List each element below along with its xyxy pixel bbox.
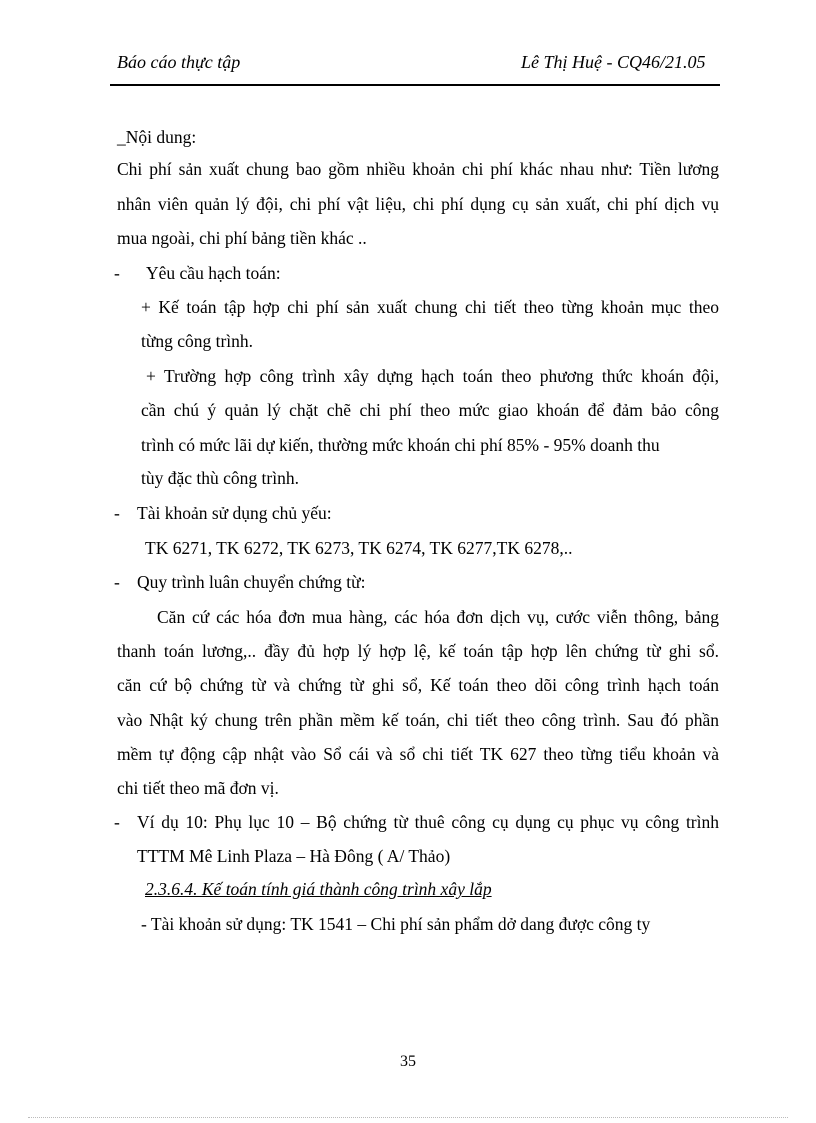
section-title: _Nội dung: [117,127,197,147]
example-line: Ví dụ 10: Phụ lục 10 – Bộ chứng từ thuê công cụ dụng cụ phục vụ công trình [137,812,719,832]
acct-list: TK 6271, TK 6272, TK 6273, TK 6274, TK 6277,TK 6278,.. [145,538,573,558]
req1-line: từng công trình. [141,331,254,351]
last-line: - Tài khoản sử dụng: TK 1541 – Chi phí sản phẩm dở dang được công ty [141,914,651,934]
req2-line: cần chú ý quản lý chặt chẽ chi phí theo mức giao khoán để đảm bảo công [141,400,719,420]
proc-line: vào Nhật ký chung trên phần mềm kế toán, chi tiết theo công trình. Sau đó phần [117,710,719,730]
req2-line: trình có mức lãi dự kiến, thường mức khoán chi phí 85% - 95% doanh thu [141,435,660,455]
intro-line: nhân viên quản lý đội, chi phí vật liệu, chi phí dụng cụ sản xuất, chi phí dịch vụ [117,194,719,214]
req2-line: tùy đặc thù công trình. [141,468,299,488]
page-number: 35 [400,1053,416,1070]
req1-line: + Kế toán tập hợp chi phí sản xuất chung chi tiết theo từng khoản mục theo [141,297,719,317]
acct-title: Tài khoản sử dụng chủ yếu: [137,503,332,523]
req-title: Yêu cầu hạch toán: [146,263,281,283]
bullet-dash: - [114,572,120,592]
bullet-dash: - [114,503,120,523]
proc-title: Quy trình luân chuyển chứng từ: [137,572,366,592]
page-edge-dots [28,1117,788,1118]
intro-line: mua ngoài, chi phí bảng tiền khác .. [117,228,367,248]
header-rule [110,84,720,86]
intro-line: Chi phí sản xuất chung bao gồm nhiều khoản chi phí khác nhau như: Tiền lương [117,159,719,179]
subheading: 2.3.6.4. Kế toán tính giá thành công trình xây lắp [145,879,492,899]
proc-line: chi tiết theo mã đơn vị. [117,778,279,798]
header-left: Báo cáo thực tập [117,52,241,72]
bullet-dash: - [114,263,120,283]
bullet-dash: - [114,812,120,832]
header-right: Lê Thị Huệ - CQ46/21.05 [521,52,706,72]
example-line: TTTM Mê Linh Plaza – Hà Đông ( A/ Thảo) [137,846,451,866]
proc-line: thanh toán lương,.. đầy đủ hợp lý hợp lệ, kế toán tập hợp lên chứng từ ghi sổ. [117,641,719,661]
proc-line: căn cứ bộ chứng từ và chứng từ ghi sổ, Kế toán theo dõi công trình hạch toán [117,675,719,695]
proc-line: Căn cứ các hóa đơn mua hàng, các hóa đơn dịch vụ, cước viễn thông, bảng [157,607,719,627]
req2-line: + Trường hợp công trình xây dựng hạch toán theo phương thức khoán đội, [146,366,719,386]
proc-line: mềm tự động cập nhật vào Sổ cái và sổ chi tiết TK 627 theo từng tiểu khoản và [117,744,719,764]
